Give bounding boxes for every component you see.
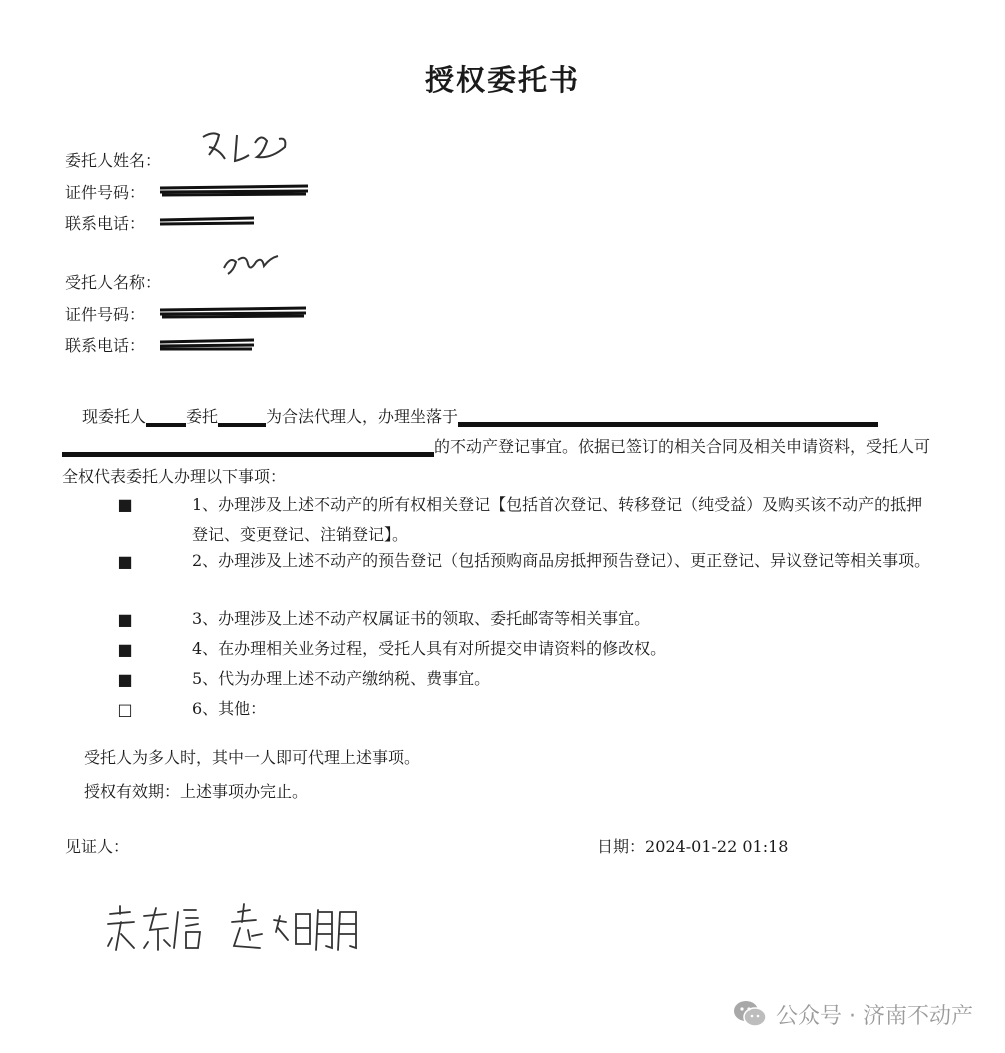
item-2-checkbox: ■ bbox=[117, 552, 133, 571]
watermark-text: 公众号 · 济南不动产 bbox=[776, 1003, 973, 1029]
redacted-principal-name-inline bbox=[146, 409, 186, 427]
agent-signature bbox=[220, 248, 285, 280]
agent-phone-label: 联系电话： bbox=[65, 336, 146, 355]
redacted-address-line-1 bbox=[458, 408, 878, 427]
item-5-text: 5、代为办理上述不动产缴纳税、费事宜。 bbox=[192, 669, 491, 688]
item-5-checkbox: ■ bbox=[117, 670, 133, 689]
item-2-text: 2、办理涉及上述不动产的预告登记（包括预购商品房抵押预告登记）、更正登记、异议登记等相关事项。 bbox=[192, 551, 931, 570]
item-1-checkbox: ■ bbox=[117, 495, 133, 514]
body-text-1: 现委托人 bbox=[82, 407, 147, 426]
principal-name-label: 委托人姓名： bbox=[65, 151, 162, 170]
witness-label: 见证人： bbox=[65, 837, 130, 856]
item-4-text: 4、在办理相关业务过程，受托人具有对所提交申请资料的修改权。 bbox=[192, 639, 667, 658]
item-1-text: 1、办理涉及上述不动产的所有权相关登记【包括首次登记、转移登记（纯受益）及购买该不动产的抵押登记、变更登记、注销登记】。 bbox=[192, 495, 923, 544]
body-text-2: 委托 bbox=[186, 407, 219, 426]
principal-id-label: 证件号码： bbox=[65, 183, 146, 202]
authorization-paragraph bbox=[62, 402, 942, 492]
redacted-principal-id bbox=[158, 180, 310, 200]
redacted-agent-phone bbox=[158, 333, 258, 353]
body-text-3: 为合法代理人，办理坐落于 bbox=[266, 407, 459, 426]
multi-agent-note: 受托人为多人时，其中一人即可代理上述事项。 bbox=[84, 748, 421, 767]
redacted-principal-phone bbox=[158, 211, 258, 231]
redacted-agent-id bbox=[158, 302, 308, 322]
watermark bbox=[732, 998, 973, 1030]
item-3-text: 3、办理涉及上述不动产权属证书的领取、委托邮寄等相关事宜。 bbox=[192, 609, 651, 628]
body-text-4: 的不动产登记事宜。依据已签订的相关合同及相关申请资料，受托人可全权代表委托人办理以下事项： bbox=[62, 437, 931, 486]
agent-name-label: 受托人名称： bbox=[65, 273, 162, 292]
item-6-checkbox: □ bbox=[117, 700, 133, 719]
item-3-checkbox: ■ bbox=[117, 610, 133, 629]
redacted-agent-name-inline bbox=[218, 409, 266, 427]
wechat-icon bbox=[732, 998, 768, 1030]
document-title: 授权委托书 bbox=[424, 63, 580, 97]
date-value: 2024-01-22 01:18 bbox=[645, 837, 789, 856]
item-4-checkbox: ■ bbox=[117, 640, 133, 659]
agent-id-label: 证件号码： bbox=[65, 305, 146, 324]
item-6-text: 6、其他： bbox=[192, 699, 267, 718]
date-row bbox=[597, 834, 788, 857]
date-label: 日期： bbox=[597, 837, 646, 856]
validity-note: 授权有效期：上述事项办完止。 bbox=[84, 782, 309, 801]
witness-signatures bbox=[100, 900, 360, 960]
redacted-address-line-2 bbox=[62, 438, 434, 457]
principal-phone-label: 联系电话： bbox=[65, 214, 146, 233]
principal-signature bbox=[195, 125, 300, 170]
